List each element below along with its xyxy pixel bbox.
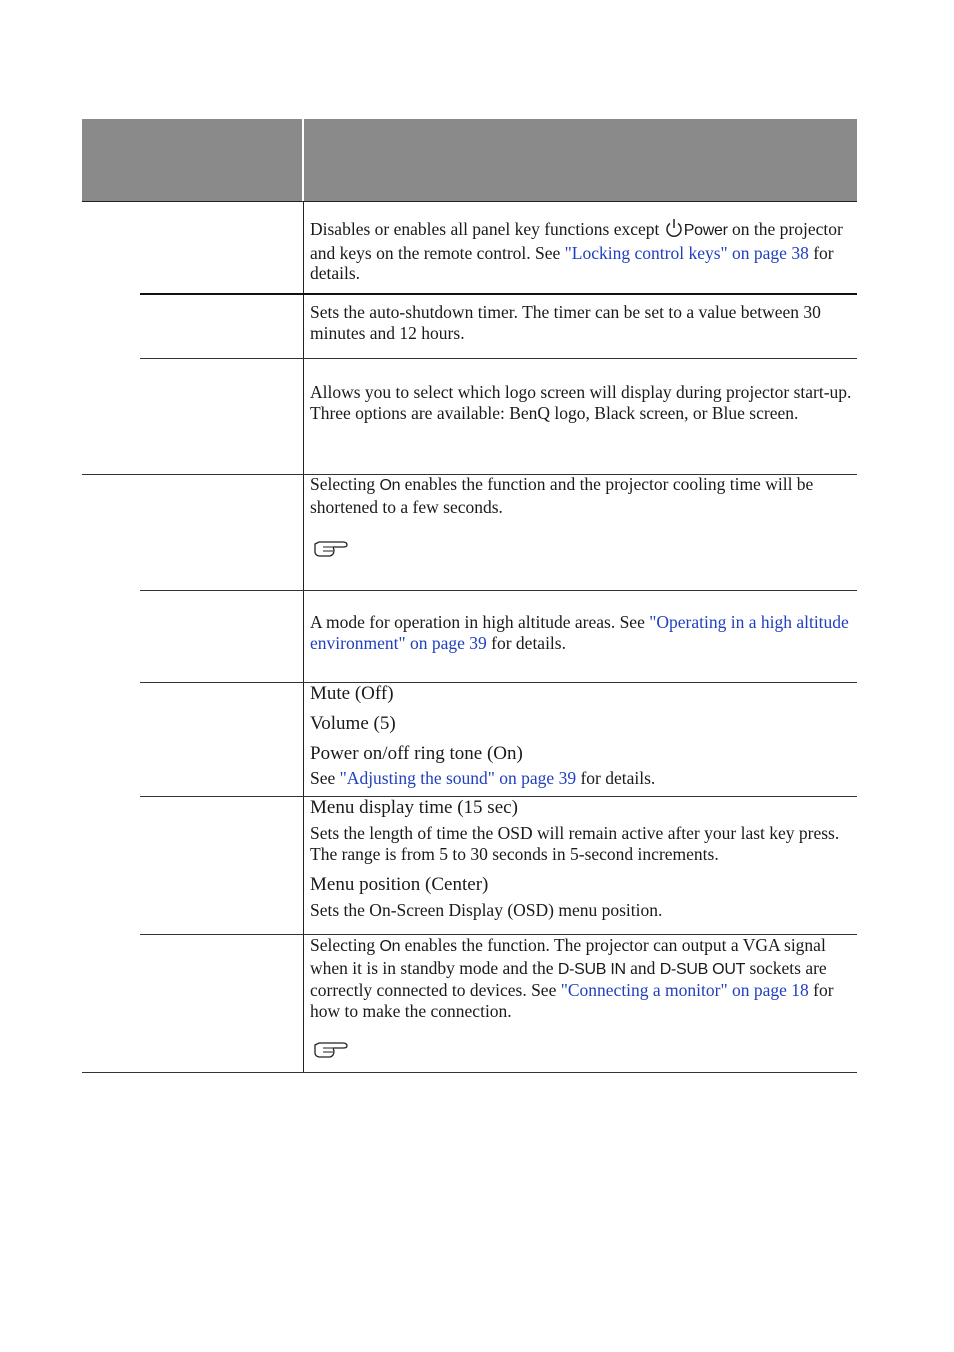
power-icon — [664, 218, 684, 243]
volume-setting: Volume (5) — [310, 713, 396, 734]
on-label: On — [379, 938, 401, 955]
menu-position-heading: Menu position (Center) — [310, 874, 489, 896]
header-column-divider — [302, 119, 304, 202]
pointing-hand-icon — [313, 1039, 351, 1064]
timer-description: Sets the auto-shutdown timer. The timer can be set to a value between 30 minutes and 12 hours. — [310, 302, 821, 343]
menu-display-time-heading: Menu display time (15 sec) — [310, 797, 518, 818]
vga-description: Selecting On enables the function. The projector can output a VGA signal when it is in standby mode and the D-SUB IN and D-SUB OUT sockets are correctly connected to devices. See "Connecting a monitor" on page 18 for how to make the connection. — [310, 935, 834, 1022]
table-bottom-rule — [82, 1072, 857, 1073]
panel-lock-description: Disables or enables all panel key functions except Power on the projector and keys on the remote control. See "Locking control keys" on page 38 for details. — [310, 219, 843, 284]
logo-description: Allows you to select which logo screen will display during projector start-up. Three options are available: BenQ logo, Black screen, or Blue screen. — [310, 382, 852, 423]
operating-high-altitude-link[interactable]: "Operating in a high altitude environment" on page 39 — [310, 612, 849, 653]
audio-description: Mute (Off) Volume (5) Power on/off ring tone (On) See "Adjusting the sound" on page 39 for details. — [310, 683, 852, 789]
row-separator — [140, 590, 857, 591]
row-separator — [140, 358, 857, 359]
ring-tone-setting: Power on/off ring tone (On) — [310, 743, 523, 764]
menu-description: Menu display time (15 sec) Sets the length of time the OSD will remain active after your last key press. The range is from 5 to 30 seconds in 5-second increments. Menu position (Center) Sets the On-Screen Display (OSD) menu position. — [310, 797, 852, 921]
pointing-hand-icon — [313, 538, 351, 563]
power-label: Power — [683, 222, 728, 239]
header-bottom-rule — [82, 201, 857, 202]
table-header — [82, 119, 857, 202]
cooling-description: Selecting On enables the function and the projector cooling time will be shortened to a few seconds. — [310, 474, 814, 517]
mute-setting: Mute (Off) — [310, 683, 394, 704]
dsub-out-label: D-SUB OUT — [659, 960, 746, 978]
adjusting-sound-link[interactable]: "Adjusting the sound" on page 39 — [339, 768, 577, 788]
on-label: On — [379, 477, 401, 494]
connecting-monitor-link[interactable]: "Connecting a monitor" on page 18 — [560, 980, 809, 1001]
locking-control-keys-link[interactable]: "Locking control keys" on page 38 — [564, 242, 809, 263]
dsub-in-label: D-SUB IN — [557, 960, 626, 978]
column-divider — [303, 202, 304, 1073]
altitude-description: A mode for operation in high altitude areas. See "Operating in a high altitude environment" on page 39 for details. — [310, 612, 849, 653]
row-separator — [140, 293, 857, 295]
